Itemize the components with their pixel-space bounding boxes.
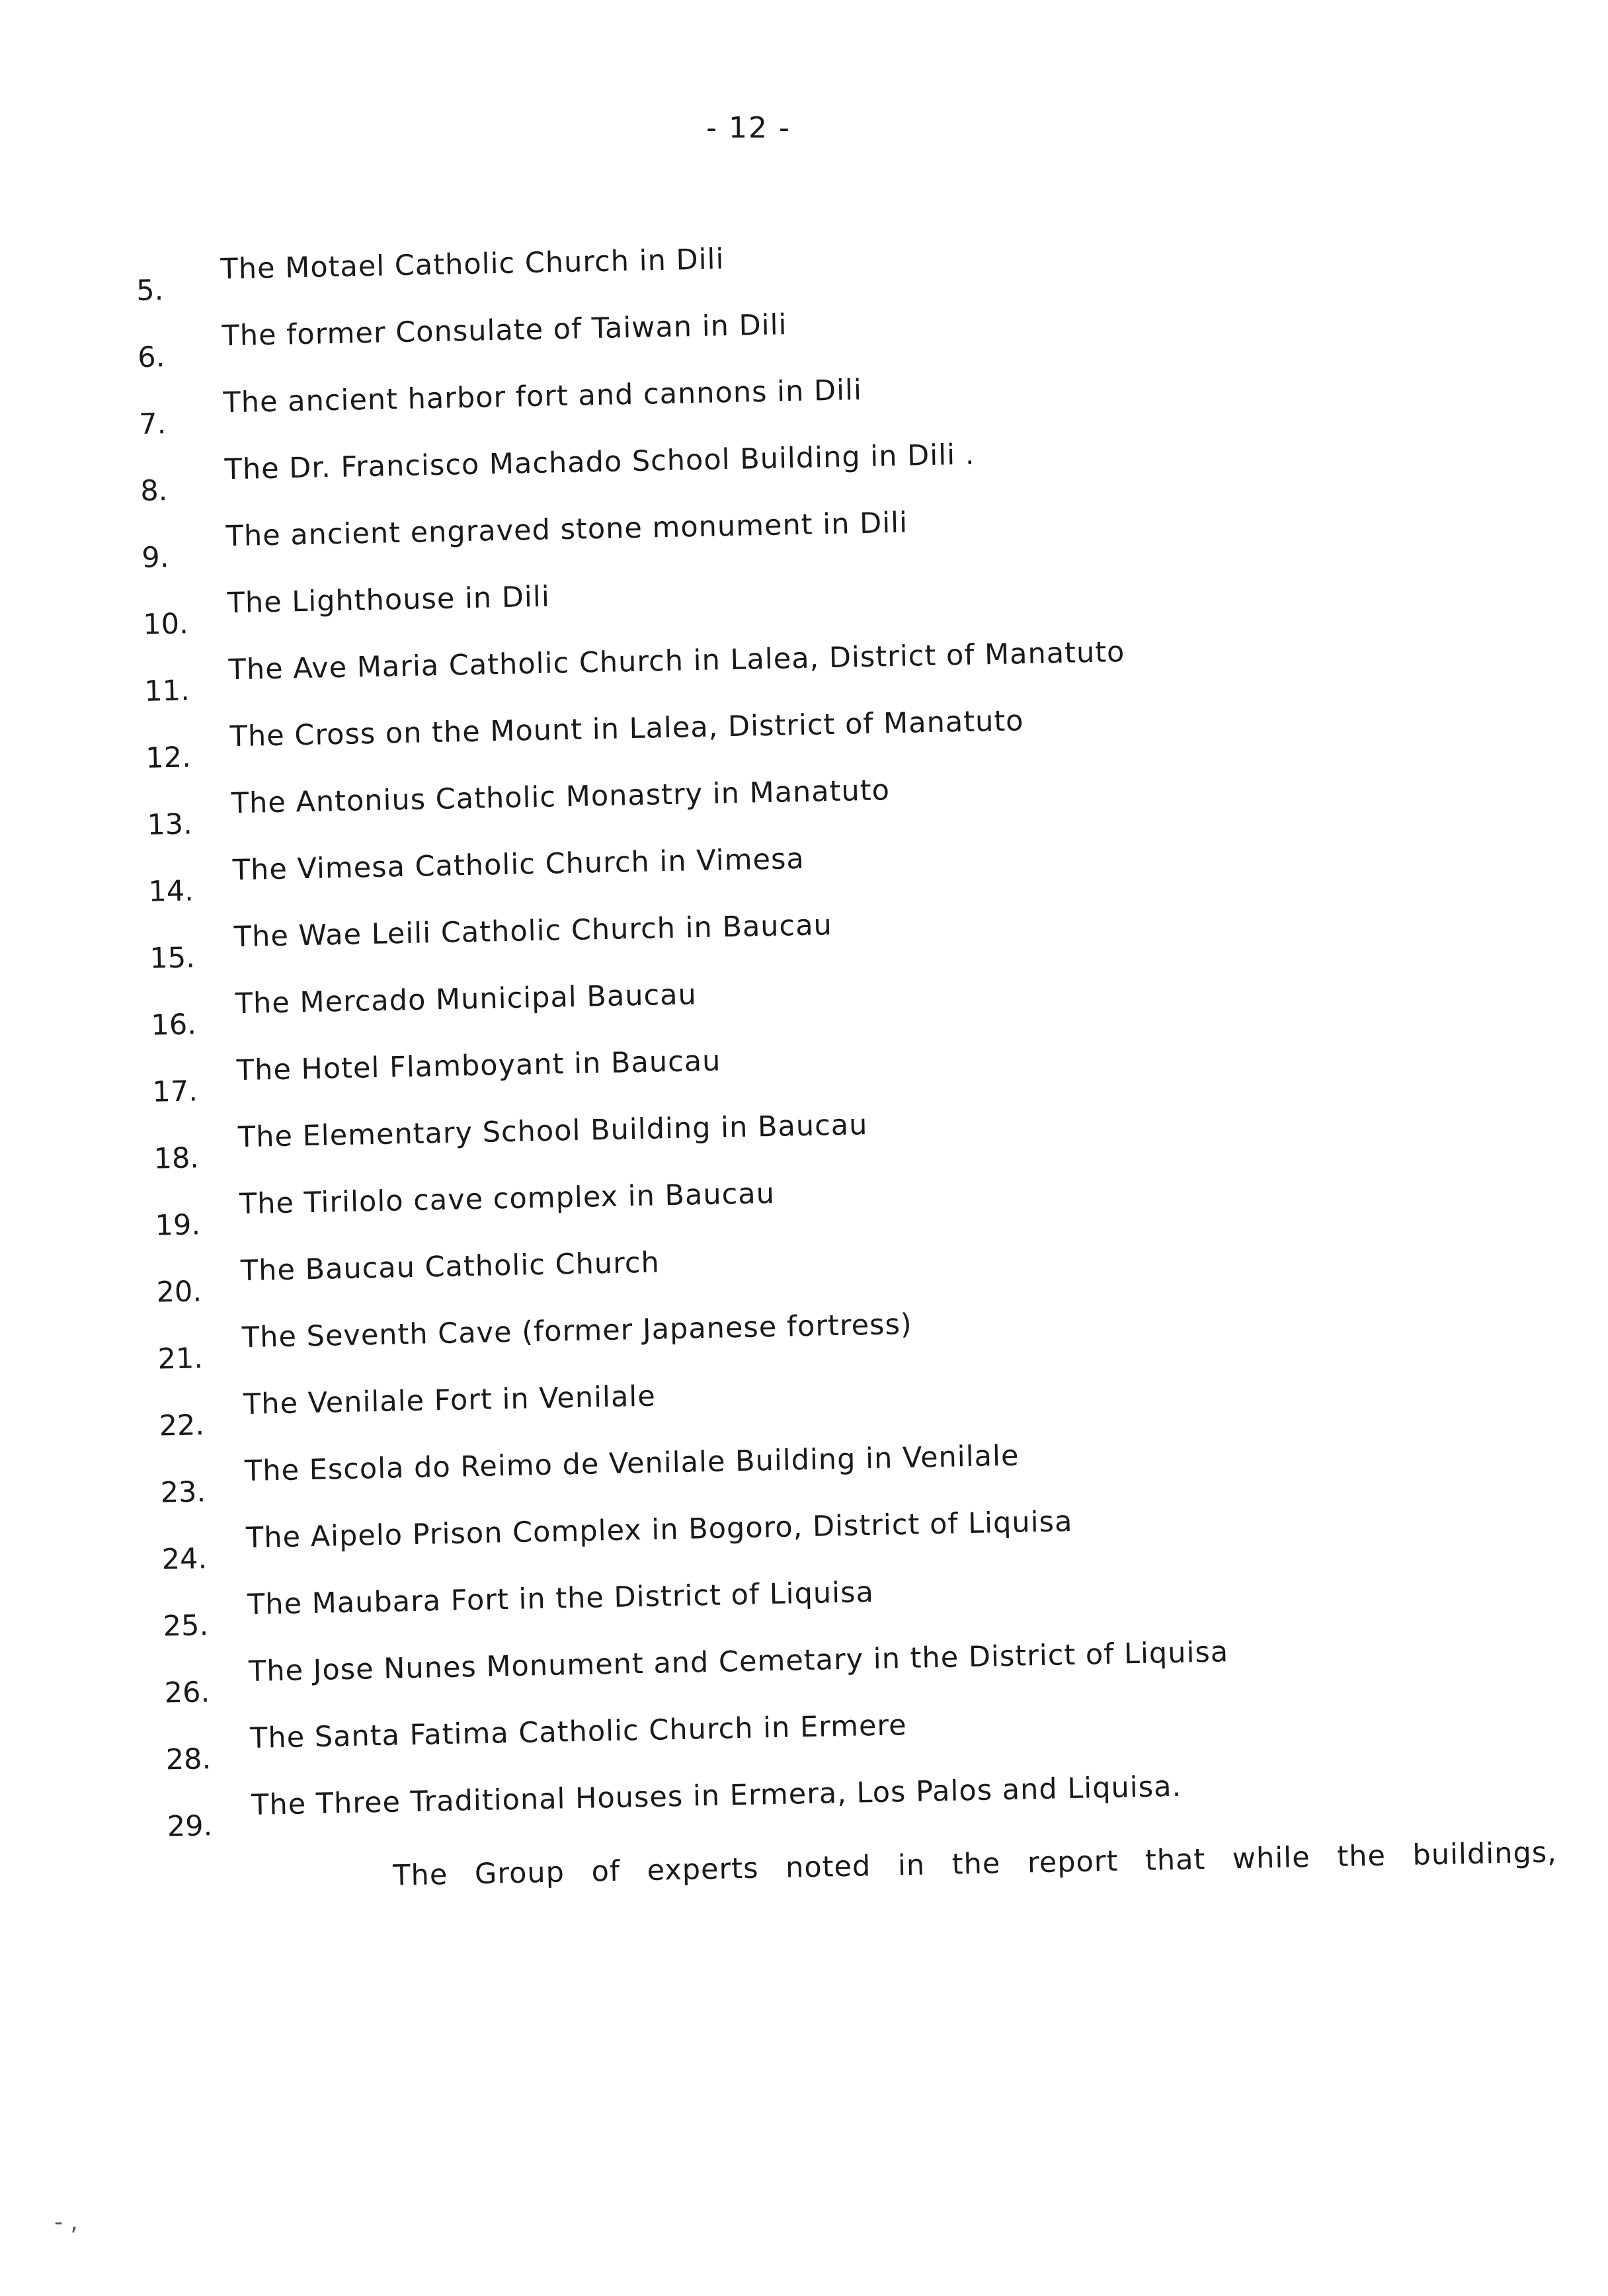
item-number: 26. [164, 1676, 210, 1710]
item-number: 6. [137, 341, 165, 374]
item-text: The Seventh Cave (former Japanese fortress) [241, 1307, 913, 1355]
item-text: The Hotel Flamboyant in Baucau [236, 1044, 721, 1088]
item-text: The Elementary School Building in Baucau [237, 1108, 868, 1155]
item-text: The Cross on the Mount in Lalea, District of Manatuto [229, 704, 1024, 754]
item-text: The ancient engraved stone monument in Dili [225, 506, 908, 554]
item-text: The Antonius Catholic Monastry in Manatuto [231, 774, 891, 821]
item-text: The former Consulate of Taiwan in Dili [221, 308, 787, 353]
site-list [136, 224, 1558, 1901]
item-text: The Aipelo Prison Complex in Bogoro, District of Liquisa [245, 1504, 1073, 1555]
item-number: 18. [153, 1141, 200, 1176]
page-number: - 12 - [706, 111, 791, 145]
item-number: 24. [161, 1542, 208, 1577]
item-text: The Mercado Municipal Baucau [235, 978, 698, 1021]
item-number: 20. [156, 1275, 202, 1309]
item-text: The Tirilolo cave complex in Baucau [239, 1176, 776, 1221]
item-number: 19. [155, 1208, 201, 1243]
item-number: 5. [136, 274, 164, 308]
item-text: The Jose Nunes Monument and Cemetary in the District of Liquisa [248, 1635, 1229, 1688]
item-number: 7. [138, 407, 167, 441]
item-text: The ancient harbor fort and cannons in Dili [223, 373, 863, 420]
item-text: The Escola do Reimo de Venilale Building in Venilale [244, 1439, 1020, 1489]
item-text: The Venilale Fort in Venilale [243, 1379, 657, 1422]
item-number: 15. [149, 941, 196, 975]
item-text: The Ave Maria Catholic Church in Lalea, District of Manatuto [228, 636, 1125, 687]
item-number: 25. [163, 1609, 209, 1643]
item-number: 16. [151, 1008, 197, 1042]
item-number: 8. [140, 474, 168, 508]
item-text: The Baucau Catholic Church [240, 1246, 661, 1288]
item-text: The Motael Catholic Church in Dili [220, 243, 725, 286]
item-number: 14. [147, 874, 194, 909]
item-number: 10. [142, 607, 189, 641]
body-paragraph: The Group of experts noted in the report that while the buildings, [392, 1836, 1558, 1893]
item-number: 13. [146, 807, 193, 842]
item-number: 9. [141, 541, 169, 575]
item-text: The Three Traditional Houses in Ermera, Los Palos and Liquisa. [251, 1770, 1182, 1822]
item-text: The Lighthouse in Dili [227, 580, 551, 620]
item-text: The Wae Leili Catholic Church in Baucau [233, 909, 833, 954]
item-text: The Santa Fatima Catholic Church in Ermere [249, 1709, 908, 1755]
footer-mark: - , [54, 2209, 78, 2236]
item-text: The Dr. Francisco Machado School Building in Dili . [224, 438, 975, 487]
item-number: 28. [165, 1742, 212, 1777]
item-number: 23. [160, 1475, 206, 1510]
item-number: 29. [167, 1809, 213, 1844]
item-number: 12. [145, 741, 192, 775]
item-number: 11. [143, 674, 190, 708]
item-text: The Maubara Fort in the District of Liquisa [247, 1575, 875, 1622]
item-number: 22. [159, 1409, 205, 1443]
item-text: The Vimesa Catholic Church in Vimesa [232, 842, 805, 887]
item-number: 17. [152, 1075, 198, 1109]
item-number: 21. [157, 1342, 204, 1376]
